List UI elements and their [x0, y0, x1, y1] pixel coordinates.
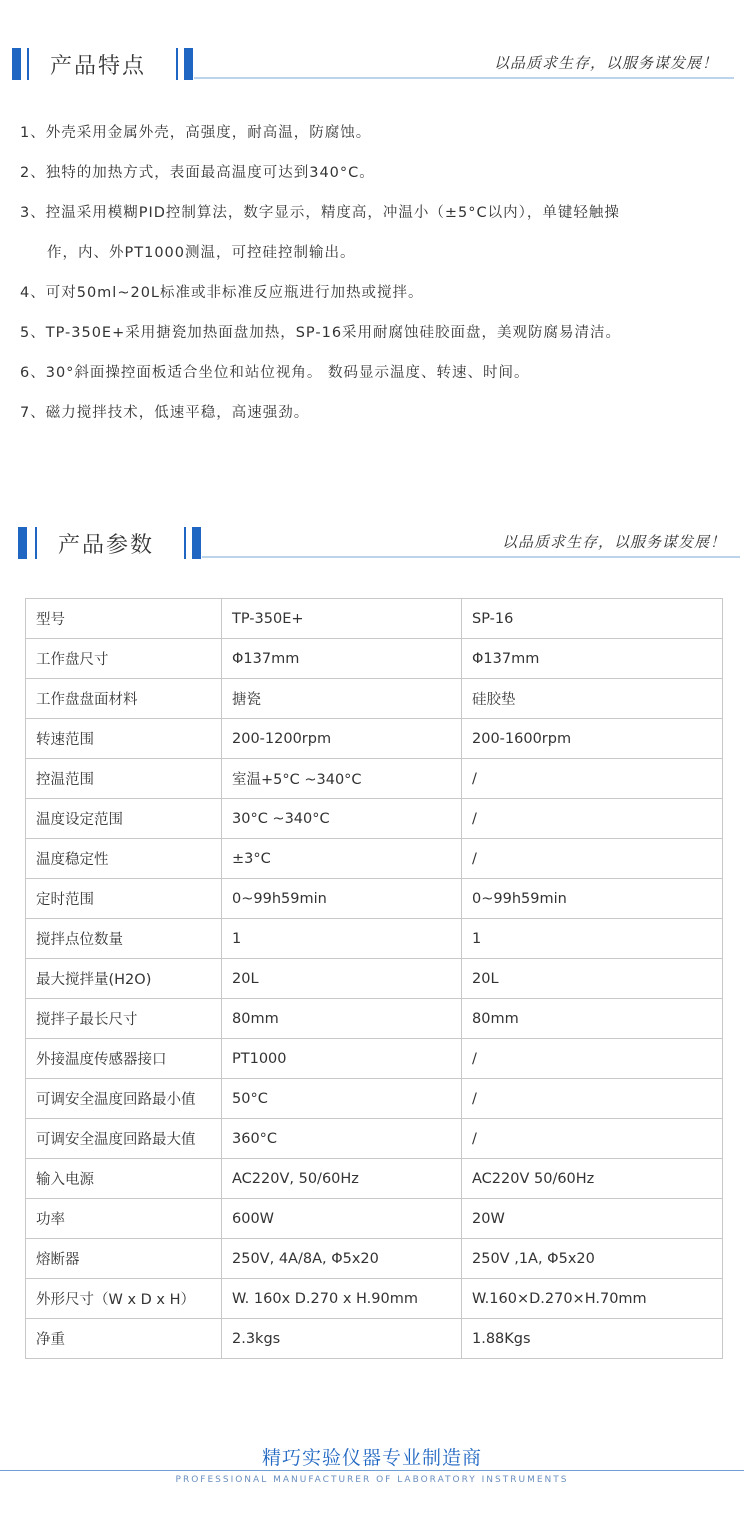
footer-slogan-cn: 精巧实验仪器专业制造商 — [261, 1447, 482, 1469]
section-slogan: 以品质求生存，以服务谋发展！ — [493, 54, 718, 72]
header-bar-decoration — [18, 527, 27, 559]
params-header — [0, 527, 744, 567]
param-value-tp: ±3°C — [222, 839, 462, 879]
feature-item: 2、独特的加热方式，表面最高温度可达到340°C。 — [20, 165, 375, 181]
param-value-sp: 1.88Kgs — [462, 1319, 723, 1359]
section-title: 产品参数 — [58, 533, 155, 558]
table-row — [26, 1159, 723, 1199]
param-name: 搅拌子最长尺寸 — [26, 999, 222, 1039]
table-row — [26, 919, 723, 959]
param-name: 搅拌点位数量 — [26, 919, 222, 959]
feature-item — [20, 200, 732, 280]
param-value-tp: 2.3kgs — [222, 1319, 462, 1359]
header-divider — [202, 556, 740, 558]
table-row — [26, 999, 723, 1039]
param-value-tp: 室温+5°C ~340°C — [222, 759, 462, 799]
param-value-sp: 80mm — [462, 999, 723, 1039]
param-value-tp: 搪瓷 — [222, 679, 462, 719]
param-value-tp: 20L — [222, 959, 462, 999]
table-row — [26, 839, 723, 879]
footer — [0, 1440, 744, 1500]
param-value-sp: Φ137mm — [462, 639, 723, 679]
param-value-tp: Φ137mm — [222, 639, 462, 679]
feature-item: 6、30°斜面操控面板适合坐位和站位视角。 数码显示温度、转速、时间。 — [20, 365, 530, 381]
param-name: 可调安全温度回路最小值 — [26, 1079, 222, 1119]
table-row — [26, 1079, 723, 1119]
feature-item-continuation: 作，内、外PT1000测温，可控硅控制输出。 — [47, 245, 356, 261]
param-name: 定时范围 — [26, 879, 222, 919]
param-value-tp: 600W — [222, 1199, 462, 1239]
params-table — [25, 598, 723, 1359]
features-header — [0, 48, 744, 88]
section-slogan: 以品质求生存，以服务谋发展！ — [501, 533, 726, 551]
param-value-tp: PT1000 — [222, 1039, 462, 1079]
param-name: 熔断器 — [26, 1239, 222, 1279]
feature-item: 4、可对50ml~20L标准或非标准反应瓶进行加热或搅拌。 — [20, 285, 424, 301]
param-name: 工作盘盘面材料 — [26, 679, 222, 719]
param-value-sp: 1 — [462, 919, 723, 959]
param-value-sp: 0~99h59min — [462, 879, 723, 919]
table-row — [26, 719, 723, 759]
table-row — [26, 1279, 723, 1319]
param-value-tp: 250V, 4A/8A, Φ5x20 — [222, 1239, 462, 1279]
param-name: 转速范围 — [26, 719, 222, 759]
table-row — [26, 879, 723, 919]
param-value-sp: 20L — [462, 959, 723, 999]
param-value-sp: 200-1600rpm — [462, 719, 723, 759]
param-value-tp: 80mm — [222, 999, 462, 1039]
param-value-tp: TP-350E+ — [222, 599, 462, 639]
param-value-tp: AC220V, 50/60Hz — [222, 1159, 462, 1199]
feature-item: 1、外壳采用金属外壳，高强度，耐高温，防腐蚀。 — [20, 125, 372, 141]
header-bar-decoration — [27, 48, 29, 80]
table-row — [26, 759, 723, 799]
table-row — [26, 799, 723, 839]
header-divider — [194, 77, 734, 79]
table-row — [26, 679, 723, 719]
table-row — [26, 599, 723, 639]
param-value-sp: / — [462, 1119, 723, 1159]
param-value-sp: / — [462, 839, 723, 879]
param-value-sp: / — [462, 1039, 723, 1079]
param-name: 输入电源 — [26, 1159, 222, 1199]
table-row — [26, 1039, 723, 1079]
feature-item: 5、TP-350E+采用搪瓷加热面盘加热，SP-16采用耐腐蚀硅胶面盘，美观防腐易清洁。 — [20, 325, 622, 341]
param-value-sp: W.160×D.270×H.70mm — [462, 1279, 723, 1319]
footer-slogan-en: PROFESSIONAL MANUFACTURER OF LABORATORY INSTRUMENTS — [175, 1475, 569, 1485]
param-name: 工作盘尺寸 — [26, 639, 222, 679]
header-bar-decoration — [35, 527, 37, 559]
header-bar-decoration — [192, 527, 201, 559]
table-row — [26, 1119, 723, 1159]
param-value-sp: 20W — [462, 1199, 723, 1239]
feature-item-text: 3、控温采用模糊PID控制算法，数字显示，精度高，冲温小（±5°C以内），单键轻触操 — [20, 205, 620, 221]
param-value-tp: 50°C — [222, 1079, 462, 1119]
param-name: 功率 — [26, 1199, 222, 1239]
table-row — [26, 1199, 723, 1239]
param-name: 型号 — [26, 599, 222, 639]
footer-divider — [0, 1470, 744, 1471]
param-name: 可调安全温度回路最大值 — [26, 1119, 222, 1159]
section-title: 产品特点 — [50, 54, 147, 79]
param-value-tp: 1 — [222, 919, 462, 959]
param-value-sp: / — [462, 799, 723, 839]
param-value-sp: 硅胶垫 — [462, 679, 723, 719]
param-value-tp: W. 160x D.270 x H.90mm — [222, 1279, 462, 1319]
param-name: 温度稳定性 — [26, 839, 222, 879]
param-value-sp: SP-16 — [462, 599, 723, 639]
table-row — [26, 1239, 723, 1279]
header-bar-decoration — [176, 48, 178, 80]
param-name: 温度设定范围 — [26, 799, 222, 839]
param-value-sp: 250V ,1A, Φ5x20 — [462, 1239, 723, 1279]
features-list — [20, 120, 732, 440]
param-name: 外接温度传感器接口 — [26, 1039, 222, 1079]
param-name: 最大搅拌量(H2O) — [26, 959, 222, 999]
header-bar-decoration — [184, 48, 193, 80]
table-row — [26, 1319, 723, 1359]
param-name: 外形尺寸（W x D x H） — [26, 1279, 222, 1319]
table-row — [26, 639, 723, 679]
param-value-sp: / — [462, 759, 723, 799]
param-value-tp: 30°C ~340°C — [222, 799, 462, 839]
table-row — [26, 959, 723, 999]
param-value-tp: 360°C — [222, 1119, 462, 1159]
param-value-tp: 0~99h59min — [222, 879, 462, 919]
feature-item: 7、磁力搅拌技术，低速平稳，高速强劲。 — [20, 405, 310, 421]
header-bar-decoration — [184, 527, 186, 559]
param-value-tp: 200-1200rpm — [222, 719, 462, 759]
param-name: 净重 — [26, 1319, 222, 1359]
param-name: 控温范围 — [26, 759, 222, 799]
header-bar-decoration — [12, 48, 21, 80]
param-value-sp: / — [462, 1079, 723, 1119]
param-value-sp: AC220V 50/60Hz — [462, 1159, 723, 1199]
